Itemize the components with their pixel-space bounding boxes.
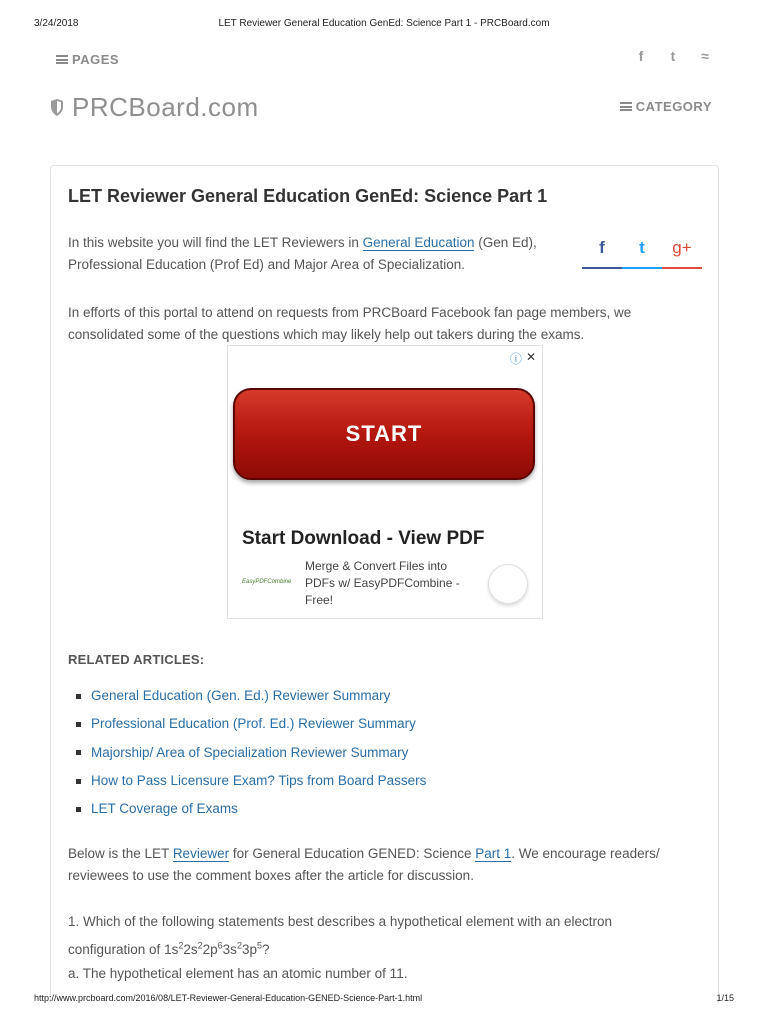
pages-label: PAGES (72, 52, 120, 67)
q1-config-3: $3s^2$ (222, 940, 242, 957)
list-item[interactable] (76, 710, 426, 738)
related-link[interactable]: General Education (Gen. Ed.) Reviewer Summary (91, 688, 391, 703)
bullet-icon (76, 807, 81, 812)
ad-start-button[interactable]: START (233, 388, 535, 480)
print-url: http://www.prcboard.com/2016/08/LET-Reviewer-General-Education-GENED-Science-Part-1.html (34, 993, 423, 1003)
reviewer-link[interactable]: Reviewer (172, 846, 230, 861)
related-link[interactable]: Majorship/ Area of Specialization Reviewer Summary (91, 744, 409, 760)
shield-icon (50, 99, 64, 116)
menu-icon (56, 55, 68, 64)
print-date: 3/24/2018 (34, 18, 79, 29)
share-twitter-button[interactable]: t (622, 236, 662, 269)
article-title: LET Reviewer General Education GenEd: Science Part 1 (68, 186, 548, 206)
menu-icon (620, 102, 632, 111)
advertisement[interactable] (227, 345, 543, 619)
intro-text: In this website you will find the LET Reviewers in (68, 235, 363, 250)
intro-text: consolidated some of the questions which may likely help out takers during the exams. (68, 327, 585, 342)
below-paragraph (68, 843, 708, 887)
category-label: CATEGORY (635, 99, 712, 114)
body-text: ? (262, 942, 270, 957)
list-item[interactable] (76, 795, 426, 823)
ad-choices[interactable] (510, 350, 536, 367)
share-google-plus-button[interactable]: g+ (662, 236, 702, 269)
question-1-line-2 (68, 942, 270, 957)
rss-icon[interactable]: ≈ (701, 48, 709, 64)
related-articles-heading: RELATED ARTICLES: (68, 652, 205, 667)
ad-headline[interactable]: Start Download - View PDF (242, 528, 485, 549)
close-icon[interactable]: ✕ (525, 350, 536, 364)
pages-menu-button[interactable] (56, 52, 119, 67)
ad-arrow-button[interactable] (488, 564, 528, 604)
body-text: reviewees to use the comment boxes after the article for discussion. (68, 868, 474, 883)
share-facebook-button[interactable]: f (582, 236, 622, 269)
general-education-link[interactable]: General Education (362, 235, 475, 250)
bullet-icon (76, 722, 81, 727)
body-text: configuration of (68, 942, 165, 957)
intro-paragraph-2 (68, 302, 688, 346)
related-link[interactable]: LET Coverage of Exams (91, 801, 238, 817)
ad-advertiser-logo: EasyPDFCombine (242, 579, 292, 585)
intro-paragraph-1 (68, 232, 568, 276)
ad-description: Merge & Convert Files into PDFs w/ EasyPDFCombine - Free! (305, 559, 460, 607)
body-text: Below is the LET (68, 846, 173, 861)
bullet-icon (76, 779, 81, 784)
intro-text: Professional Education (Prof Ed) and Major Area of Specialization. (68, 257, 465, 272)
q1-config-0: $1s^2$ (164, 940, 184, 957)
intro-text: (Gen Ed), (474, 235, 537, 250)
q1-config-4: $3p^5$ (241, 940, 262, 957)
related-articles-list (76, 682, 426, 823)
twitter-icon[interactable]: t (670, 48, 676, 64)
question-1-line-1: 1. Which of the following statements best describes a hypothetical element with an electron (68, 914, 613, 929)
list-item[interactable] (76, 767, 426, 795)
related-link[interactable]: How to Pass Licensure Exam? Tips from Board Passers (91, 772, 427, 788)
info-icon[interactable]: ⓘ (509, 352, 522, 366)
q1-config-2: $2p^6$ (202, 940, 223, 957)
site-logo[interactable] (50, 92, 259, 123)
facebook-icon[interactable]: f (638, 48, 644, 64)
list-item[interactable] (76, 682, 426, 710)
header-social-links (634, 48, 712, 64)
intro-text: In efforts of this portal to attend on requests from PRCBoard Facebook fan page members, we (68, 305, 632, 320)
question-1-option-a: a. The hypothetical element has an atomic number of 11. (68, 966, 408, 981)
brand-name: PRCBoard.com (72, 92, 259, 122)
related-link[interactable]: Professional Education (Prof. Ed.) Reviewer Summary (91, 716, 416, 732)
category-menu-button[interactable] (620, 99, 712, 114)
list-item[interactable] (76, 739, 426, 767)
bullet-icon (76, 750, 81, 755)
q1-config-1: $2s^2$ (183, 940, 203, 957)
part-1-link[interactable]: Part 1 (475, 846, 512, 861)
body-text: . We encourage readers/ (511, 846, 660, 861)
share-buttons (582, 236, 702, 269)
print-doc-title: LET Reviewer General Education GenEd: Science Part 1 - PRCBoard.com (218, 18, 550, 29)
print-page-count: 1/15 (716, 993, 734, 1003)
body-text: for General Education GENED: Science (229, 846, 476, 861)
bullet-icon (76, 694, 81, 699)
